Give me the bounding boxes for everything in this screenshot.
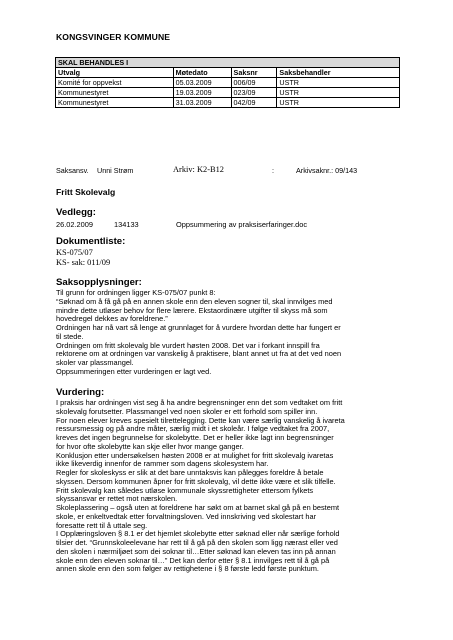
text-line: mindre dette utløser behov for flere lærere. Ekstaordinære utgifter til skyss må som xyxy=(56,305,328,315)
agenda-header-row xyxy=(56,68,400,78)
case-subject: Fritt Skolevalg xyxy=(56,187,116,197)
text-line: foresatte rett til å uttale seg. xyxy=(56,520,148,530)
text-line: skole, er enkeltvedtak etter forvaltningsloven. Ved innskriving ved skolestart har xyxy=(56,511,317,521)
text-line: Ordningen om fritt skolevalg ble vurdert høsten 2008. Det var i forkant innspill fra xyxy=(56,340,320,350)
cell-saksbehandler: USTR xyxy=(277,78,400,88)
text-line: skolevalg forutsetter. Plassmangel ved noen skoler er ett forhold som spiller inn. xyxy=(56,406,318,416)
saksopplysninger-text xyxy=(56,289,404,377)
text-line: skole enn den eleven soknar til…” Det kan derfor etter § 8.1 innvilges rett til å gå på xyxy=(56,555,330,565)
separator-colon: : xyxy=(272,166,274,175)
text-line: annen skole enn den som følger av rettighetene i § 8 første ledd første punktum. xyxy=(56,564,319,574)
text-line: Fritt skolevalg kan således utløse kommunale skyssrettigheter ettersom fylkets xyxy=(56,485,314,495)
agenda-table xyxy=(55,57,400,108)
cell-saksnr: 023/09 xyxy=(231,88,277,98)
text-line: Regler for skoleskyss er slik at det bare unntaksvis kan pålegges foreldre å betale xyxy=(56,468,324,477)
text-line: Til grunn for ordningen ligger KS-075/07 punkt 8: xyxy=(56,288,216,297)
attachment-row xyxy=(56,220,308,229)
arkiv-code: Arkiv: K2-B12 xyxy=(173,165,224,174)
text-line: I praksis har ordningen vist seg å ha andre begrensninger enn det som vedtaket om fritt xyxy=(56,398,343,407)
text-line: ikke likeverdig innenfor de rammer som dagens skolesystem har. xyxy=(56,459,269,469)
cell-motedato: 31.03.2009 xyxy=(173,98,231,108)
table-row xyxy=(56,88,400,98)
text-line: til stede. xyxy=(56,331,84,341)
text-line: Skoleplassering – også uten at foreldrene har søkt om at barnet skal gå på en bestemt xyxy=(56,503,340,512)
attachment-id: 134133 xyxy=(114,220,139,229)
agenda-title: SKAL BEHANDLES I xyxy=(56,58,400,68)
column-header-motedato: Møtedato xyxy=(173,68,231,78)
saksansv-label: Saksansv. xyxy=(56,166,89,175)
arkivsaknr: Arkivsaknr.: 09/143 xyxy=(296,166,358,175)
attachment-name: Oppsummering av praksiserfaringer.doc xyxy=(176,220,308,229)
text-line: skyssen. Dersom kommunen åpner for fritt skolevalg, vil dette ikke være et slik tilfelle. xyxy=(56,476,336,486)
text-line: Konklusjon etter undersøkelsen høsten 2008 er at mulighet for fritt skolevalg ivaretas xyxy=(56,450,334,460)
text-line: tilsier det. “Grunnskoleelevane har rett til å gå på den skolen som ligg nærast eller ved xyxy=(56,538,338,547)
text-line: rektorene om at ordningen var vanskelig å praktisere, blant annet ut fra at det ved noen xyxy=(56,349,342,359)
text-line: skyssansvar er rettet mot nærskolen. xyxy=(56,494,178,504)
cell-motedato: 19.03.2009 xyxy=(173,88,231,98)
vurdering-heading: Vurdering: xyxy=(56,387,105,398)
column-header-saksnr: Saksnr xyxy=(231,68,277,78)
cell-motedato: 05.03.2009 xyxy=(173,78,231,88)
document-list-item: KS-075/07 xyxy=(56,248,93,257)
text-line: For noen elever kreves spesielt tilrettelegging. Dette kan være særlig vanskelig å ivareta xyxy=(56,415,345,425)
cell-utvalg: Kommunestyret xyxy=(56,98,174,108)
cell-saksbehandler: USTR xyxy=(277,88,400,98)
agenda-title-row xyxy=(56,58,400,68)
dokumentliste-heading: Dokumentliste: xyxy=(56,236,126,247)
text-line: ressursmessig og på andre måter, særlig midt i et skoleår. I følge vedtaket fra 2007, xyxy=(56,424,330,434)
text-line: skoler var plassmangel. xyxy=(56,358,134,367)
column-header-utvalg: Utvalg xyxy=(56,68,174,78)
text-line: den skolen i nærmiljøet som dei soknar til…Etter søknad kan eleven tas inn på annan xyxy=(56,546,336,556)
text-line: I Opplæringsloven § 8.1 er det hjemlet skolebytte etter søknad eller når særlige forhold xyxy=(56,529,340,539)
cell-saksnr: 042/09 xyxy=(231,98,277,108)
municipality-name: KONGSVINGER KOMMUNE xyxy=(56,32,171,42)
text-line: for hvor ofte skolebytte kan skje eller hvor mange ganger. xyxy=(56,441,244,451)
column-header-saksbehandler: Saksbehandler xyxy=(277,68,400,78)
saksansv-value: Unni Strøm xyxy=(97,166,134,175)
document-list-item: KS- sak: 011/09 xyxy=(56,258,111,267)
saksopplysninger-heading: Saksopplysninger: xyxy=(56,277,142,288)
text-line: Oppsummeringen etter vurderingen er lagt ved. xyxy=(56,366,212,376)
text-line: hovedregel dekkes av foreldrene.” xyxy=(56,314,168,324)
cell-saksbehandler: USTR xyxy=(277,98,400,108)
table-row xyxy=(56,78,400,88)
vedlegg-heading: Vedlegg: xyxy=(56,207,96,218)
cell-utvalg: Komité for oppvekst xyxy=(56,78,174,88)
text-line: Ordningen har nå vart så lenge at grunnlaget for å vurdere hvordan dette har fungert er xyxy=(56,323,341,332)
attachment-date: 26.02.2009 xyxy=(56,220,93,229)
text-line: kreves det ingen begrunnelse for skolebytte. Det er heller ikke lagt inn begrensninger xyxy=(56,433,334,442)
vurdering-text xyxy=(56,399,404,574)
text-line: “Søknad om å få gå på en annen skole enn den eleven sogner til, skal innvilges med xyxy=(56,296,333,306)
cell-saksnr: 006/09 xyxy=(231,78,277,88)
table-row xyxy=(56,98,400,108)
cell-utvalg: Kommunestyret xyxy=(56,88,174,98)
